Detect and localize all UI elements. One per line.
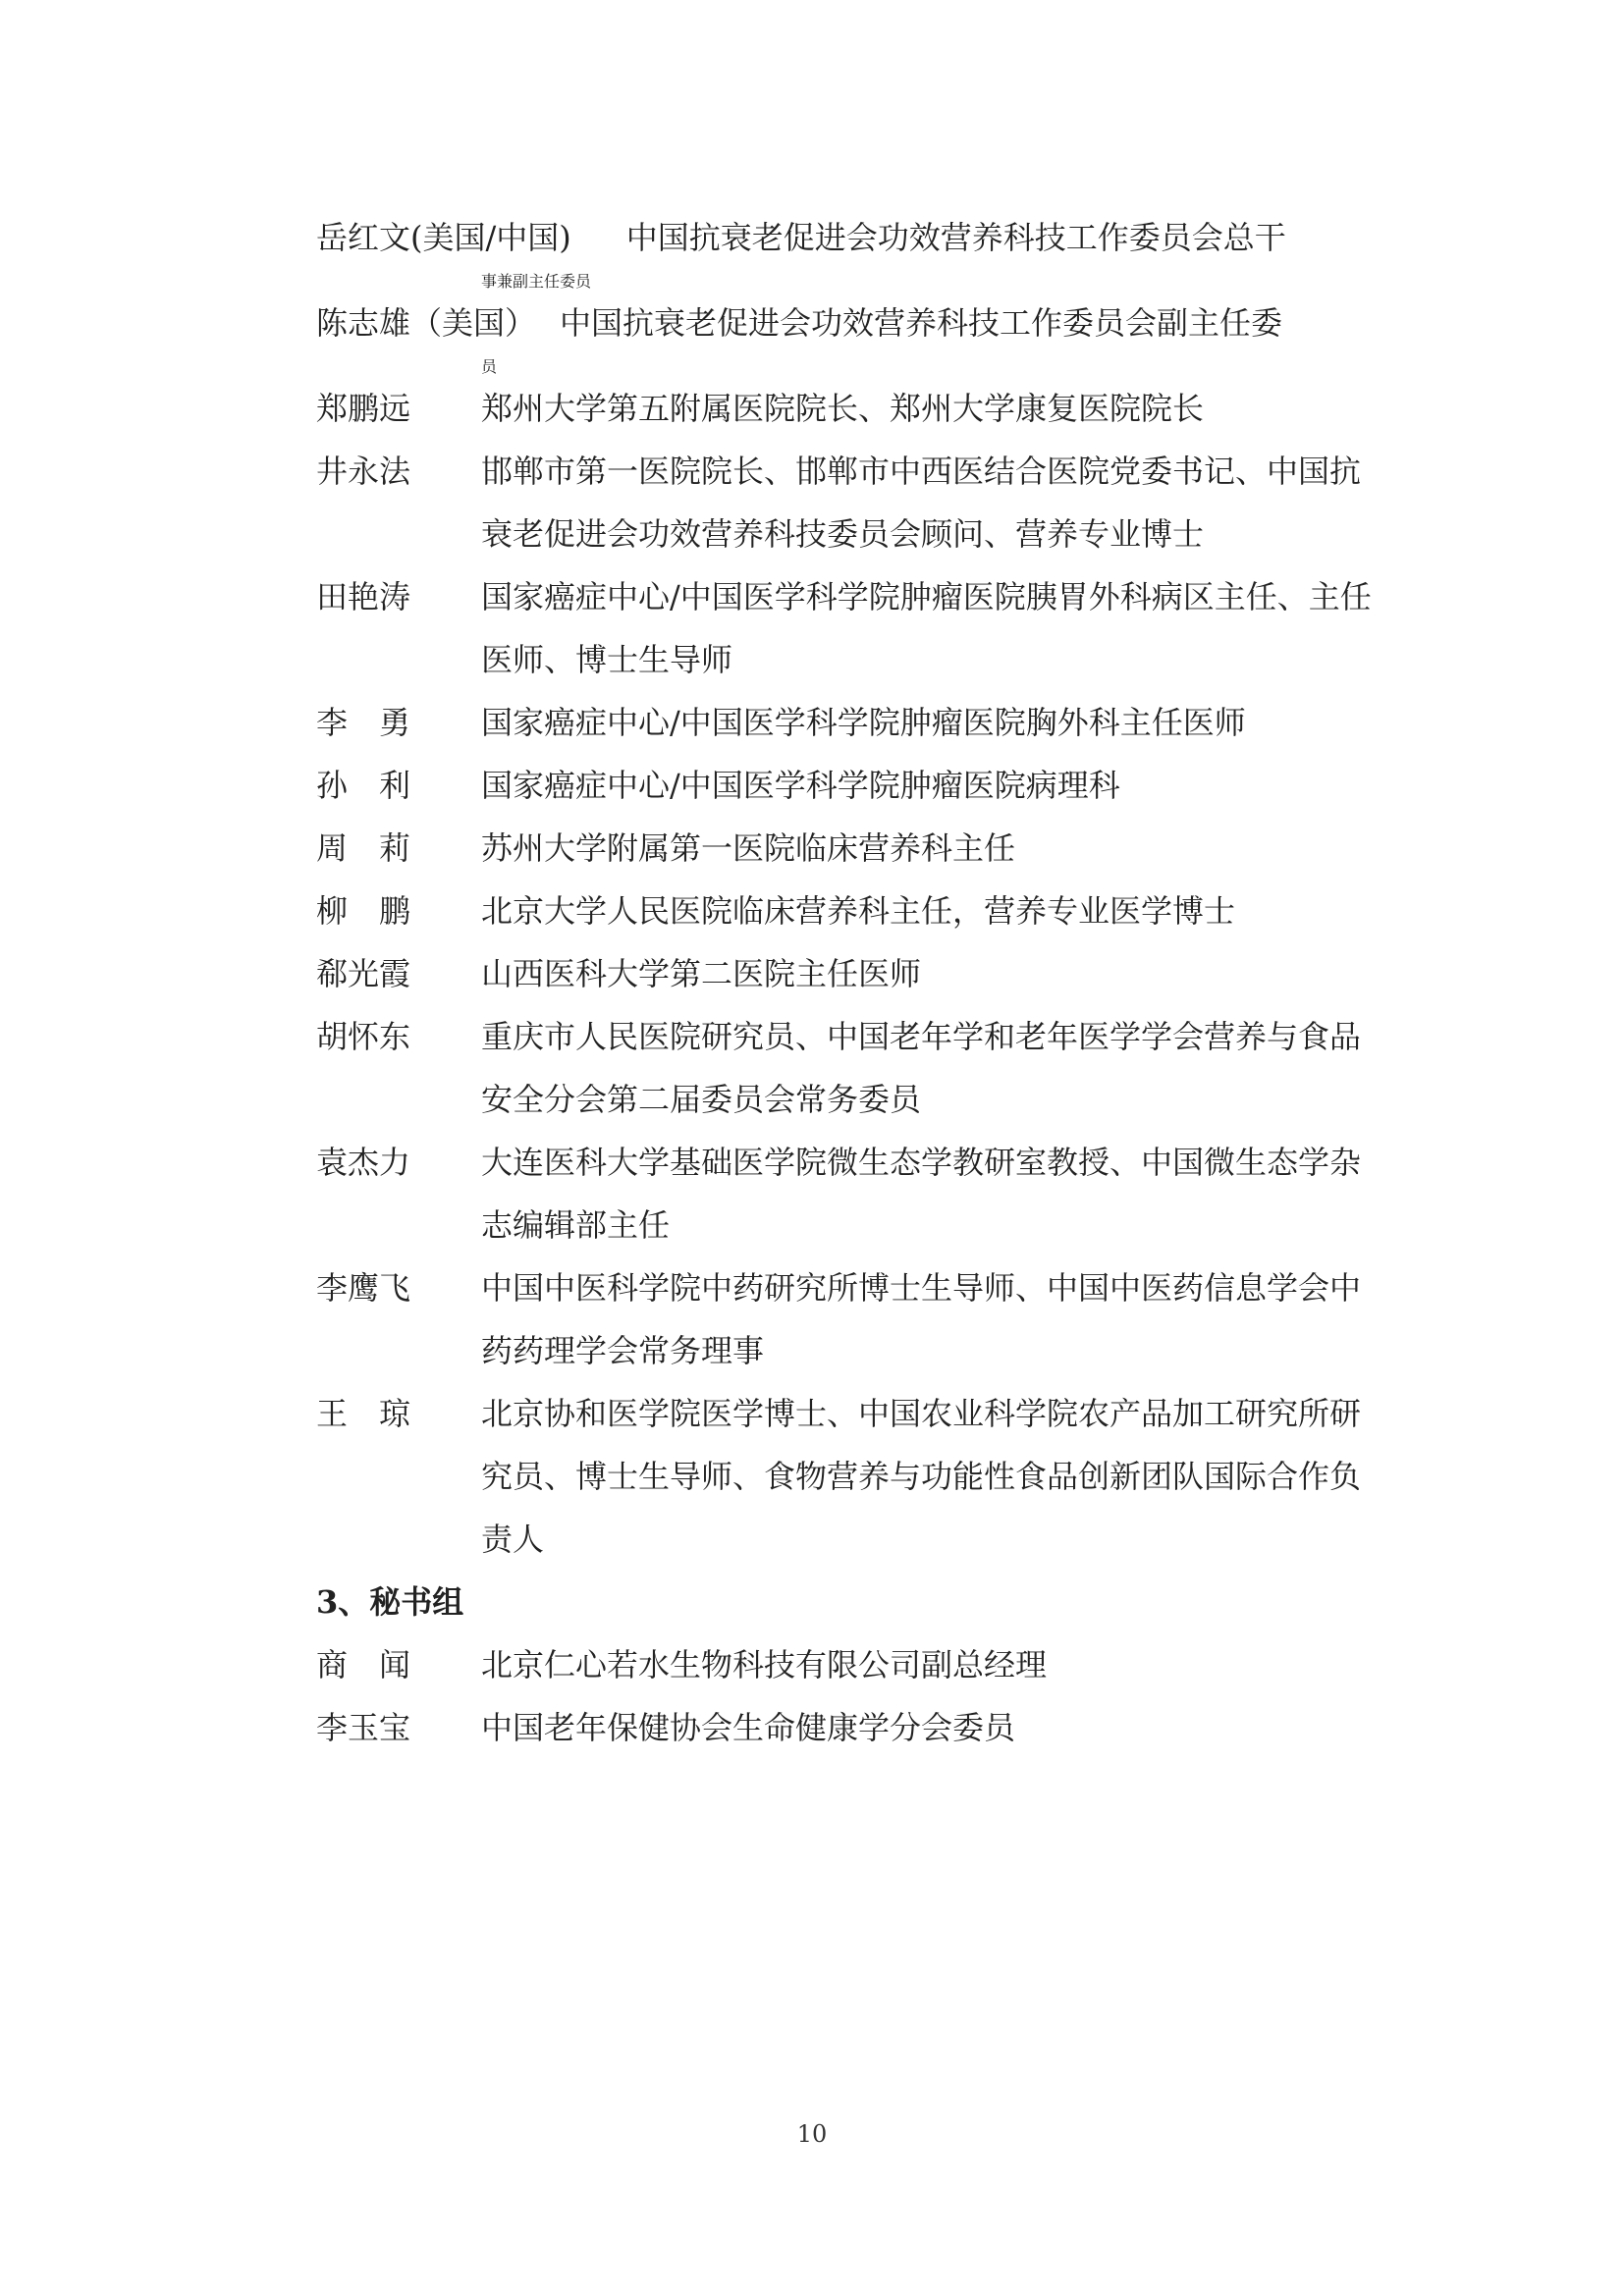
section-heading-secretariat: 3、秘书组 [316, 1583, 464, 1621]
member-description: 国家癌症中心/中国医学科学院肿瘤医院病理科 [481, 767, 1120, 804]
member-description-continued: 员 [481, 357, 498, 376]
member-description-continued: 事兼副主任委员 [481, 272, 592, 291]
member-entry [316, 440, 1386, 565]
member-entry [316, 817, 1386, 880]
member-name: 李鹰飞 [316, 1269, 411, 1307]
member-name: 陈志雄（美国） [316, 304, 537, 342]
member-name: 王 琼 [316, 1395, 411, 1432]
member-entry [316, 565, 1386, 691]
member-entry [316, 292, 1386, 377]
member-entry [316, 754, 1386, 817]
member-name: 李 勇 [316, 704, 411, 741]
member-description: 国家癌症中心/中国医学科学院肿瘤医院胸外科主任医师 [481, 704, 1246, 741]
page-number: 10 [796, 2120, 828, 2148]
member-name: 郑鹏远 [316, 390, 411, 427]
member-name: 郗光霞 [316, 955, 411, 992]
member-name: 孙 利 [316, 767, 411, 804]
member-entry [316, 206, 1386, 292]
member-description: 中国中医科学院中药研究所博士生导师、中国中医药信息学会中药药理学会常务理事 [481, 1269, 1362, 1369]
member-name: 柳 鹏 [316, 892, 411, 930]
member-name: 井永法 [316, 453, 411, 490]
member-name: 商 闻 [316, 1646, 411, 1683]
member-name: 田艳涛 [316, 578, 411, 615]
member-description: 北京仁心若水生物科技有限公司副总经理 [481, 1646, 1048, 1683]
member-name: 袁杰力 [316, 1144, 411, 1181]
member-description: 重庆市人民医院研究员、中国老年学和老年医学学会营养与食品安全分会第二届委员会常务委员 [481, 1018, 1362, 1118]
member-entry [316, 1131, 1386, 1256]
member-description: 邯郸市第一医院院长、邯郸市中西医结合医院党委书记、中国抗衰老促进会功效营养科技委员会顾问、营养专业博士 [481, 453, 1362, 553]
member-description: 山西医科大学第二医院主任医师 [481, 955, 922, 992]
member-entry [316, 377, 1386, 440]
member-description: 北京大学人民医院临床营养科主任，营养专业医学博士 [481, 892, 1236, 930]
member-description: 苏州大学附属第一医院临床营养科主任 [481, 829, 1016, 867]
member-entry [316, 691, 1386, 754]
member-entry [316, 1256, 1386, 1382]
member-list [316, 206, 1386, 1759]
member-description: 大连医科大学基础医学院微生态学教研室教授、中国微生态学杂志编辑部主任 [481, 1144, 1362, 1244]
member-name: 周 莉 [316, 829, 411, 867]
member-description: 中国老年保健协会生命健康学分会委员 [481, 1709, 1016, 1746]
member-name: 胡怀东 [316, 1018, 411, 1055]
member-entry [316, 942, 1386, 1005]
member-description: 中国抗衰老促进会功效营养科技工作委员会副主任委 [560, 304, 1283, 342]
member-entry [316, 880, 1386, 942]
secretariat-entry [316, 1633, 1386, 1696]
member-description: 中国抗衰老促进会功效营养科技工作委员会总干 [625, 219, 1286, 256]
member-entry [316, 1005, 1386, 1131]
member-entry [316, 1382, 1386, 1571]
member-description: 北京协和医学院医学博士、中国农业科学院农产品加工研究所研究员、博士生导师、食物营养与功能性食品创新团队国际合作负责人 [481, 1395, 1362, 1558]
member-description: 国家癌症中心/中国医学科学院肿瘤医院胰胃外科病区主任、主任医师、博士生导师 [481, 578, 1372, 678]
member-description: 郑州大学第五附属医院院长、郑州大学康复医院院长 [481, 390, 1205, 427]
member-name: 岳红文(美国/中国) [316, 219, 571, 256]
member-name: 李玉宝 [316, 1709, 411, 1746]
secretariat-entry [316, 1696, 1386, 1759]
